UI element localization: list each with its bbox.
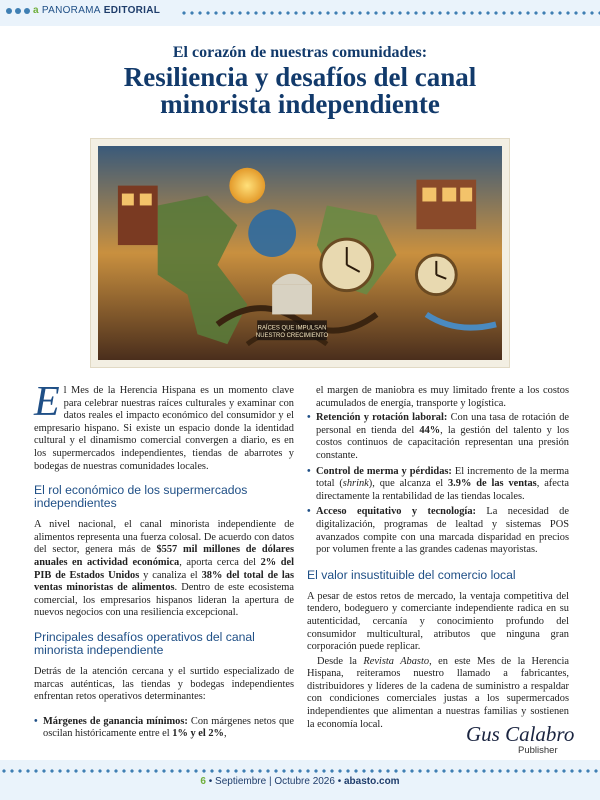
- page-footer: [0, 776, 600, 787]
- hero-caption-line-2: NUESTRO CRECIMIENTO: [255, 333, 329, 340]
- header-band: [0, 0, 600, 26]
- footer-dot-pattern: [0, 768, 600, 774]
- bullet1-continuation: el margen de maniobra es muy limitado frente a los costos acumulados de energía, transporte y logística.: [316, 385, 569, 409]
- page-number: 6: [200, 776, 206, 787]
- bullet-label: Control de merma y pérdidas:: [316, 465, 452, 477]
- text-span: Con márgenes netos que oscilan históricamente entre el: [43, 715, 294, 740]
- hero-illustration: [90, 138, 510, 368]
- list-item: [307, 466, 569, 504]
- bullet-label: Acceso equitativo y tecnología:: [316, 506, 476, 518]
- bullet-label: Márgenes de ganancia mínimos:: [43, 715, 188, 727]
- separator: •: [205, 776, 216, 787]
- challenges-intro: Detrás de la atención cercana y el surtido especializado de marcas auténticas, las tiendas y bodegas independientes enfrentan retos operativos determinantes:: [34, 665, 294, 703]
- bullet-icon: [24, 8, 30, 14]
- bullet-icon: [6, 8, 12, 14]
- text-span: La necesidad de digitalización, programas de lealtad y sistemas POS avanzados compite con una marcada disparidad en precios por volumen frente a las grandes cadenas mayoristas.: [316, 506, 569, 556]
- list-item: [307, 506, 569, 556]
- abasto-logo: a: [33, 5, 39, 16]
- stat-turnover: 44%: [419, 424, 441, 436]
- section-tag: [6, 5, 160, 16]
- challenges-list-part1: [34, 716, 294, 741]
- site-link[interactable]: abasto.com: [344, 776, 400, 787]
- hero-artwork: [98, 146, 502, 360]
- list-item: [307, 412, 569, 462]
- text-span: , en este Mes de la Herencia Hispana, reiteramos nuestro llamado a fabricantes, distribuidores y líderes de la cadena de suministro a respaldar con condiciones comerciales justas a los supermercados independientes que alimentan a nuestras familias y sostienen la economía local.: [307, 655, 570, 730]
- economic-role-paragraph: [34, 519, 294, 620]
- header-dot-pattern: [180, 10, 600, 16]
- text-span: Desde la: [317, 655, 364, 667]
- heading-economic-role: El rol económico de los supermercados independientes: [34, 483, 248, 511]
- section-tag-panorama: PANORAMA: [41, 5, 101, 16]
- article-kicker: El corazón de nuestras comunidades:: [172, 44, 428, 61]
- local-commerce-paragraph-1: A pesar de estos retos de mercado, la ventaja competitiva del tendero, bodeguero y comerciante independiente radica en su autenticidad, cercanía y conocimiento profundo del consumidor multicultural, atributos que ninguna gran corporación puede replicar.: [307, 590, 569, 653]
- article-column-left: [34, 379, 295, 744]
- list-item: [34, 716, 294, 741]
- text-span: . Dentro de este ecosistema comercial, los empresarios hispanos lideran la apertura de nuevos negocios con una resiliencia excepcional.: [34, 582, 294, 619]
- text-span: , aporta cerca del: [179, 556, 261, 568]
- challenges-list-part2: [307, 412, 569, 557]
- heading-operational-challenges: Principales desafíos operativos del canal minorista independiente: [34, 629, 255, 657]
- separator: •: [334, 776, 344, 787]
- magazine-name: Revista Abasto: [363, 655, 430, 667]
- text-span: Con una tasa de rotación de personal en tienda del: [316, 412, 569, 436]
- local-commerce-paragraph-2: [307, 656, 569, 732]
- heading-local-commerce: El valor insustituible del comercio local: [307, 567, 516, 582]
- section-tag-editorial: EDITORIAL: [103, 5, 161, 16]
- bullet-label: Retención y rotación laboral:: [316, 412, 448, 424]
- hero-caption-line-1: RAÍCES QUE IMPULSAN: [257, 325, 327, 332]
- drop-cap: E: [34, 379, 60, 425]
- title-line-1: Resiliencia y desafíos del canal: [123, 62, 477, 92]
- stat-margin: 1% y el 2%: [172, 728, 224, 740]
- article-title: [0, 64, 600, 118]
- publisher-role: Publisher: [518, 745, 558, 756]
- intro-text: l Mes de la Herencia Hispana es un momento clave para celebrar nuestras raíces culturales y examinar con datos reales el impacto económico del consumidor y el empresario hispano. Si existe un espacio donde la identidad cultural y el dinamismo comercial convergen a diario, es en los supermercados independientes, tiendas de abarrotes y bodegas de nuestras comunidades locales.: [34, 385, 294, 472]
- stat-retail-share: 38% del total de las ventas minoristas de alimentos: [34, 569, 294, 594]
- text-span: y canaliza el: [139, 569, 202, 581]
- stat-557-billion: $557 mil millones de dólares anuales en actividad económica: [34, 544, 294, 568]
- article-column-right: [307, 385, 569, 733]
- spacer: [34, 706, 294, 716]
- bullet-icon: [15, 8, 21, 14]
- text-span: , afecta directamente la rentabilidad de las tiendas locales.: [316, 478, 569, 502]
- issue-date: Septiembre | Octubre 2026: [215, 776, 335, 787]
- stat-shrink: 3.9% de las ventas: [447, 478, 537, 490]
- title-line-2: minorista independiente: [160, 89, 440, 119]
- intro-paragraph: [34, 379, 294, 473]
- publisher-signature: Gus Calabro: [466, 722, 575, 746]
- stat-gdp: 2% del PIB de Estados Unidos: [34, 556, 295, 581]
- text-span: A nivel nacional, el canal minorista independiente de alimentos representa una fuerza colosal. De acuerdo con datos del sector, genera más de: [34, 519, 294, 556]
- text-span: ), que alcanza el: [368, 478, 448, 490]
- text-span: ,: [223, 728, 227, 740]
- text-span: El incremento de la merma total (: [316, 465, 569, 490]
- text-span: , la gestión del talento y los costos continuos de capacitación representan una presión constante.: [316, 424, 569, 461]
- shrink-term: shrink: [342, 478, 369, 490]
